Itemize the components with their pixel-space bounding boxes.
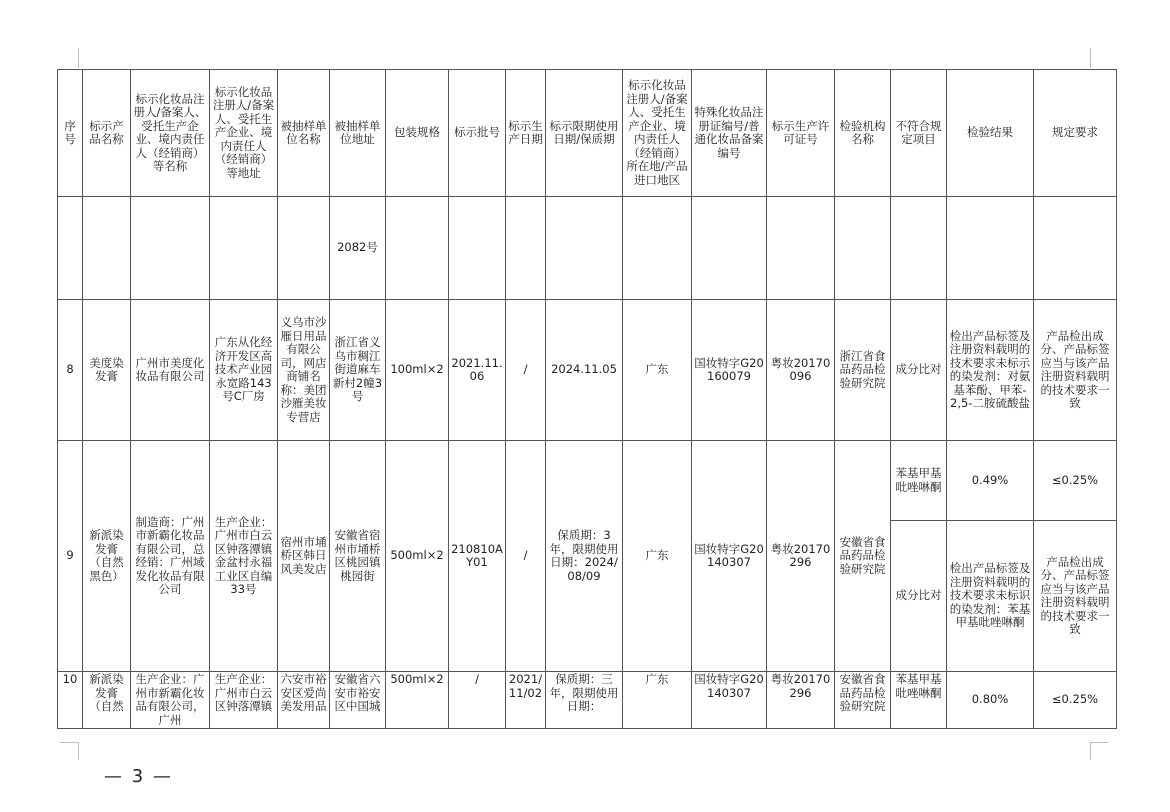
cell-product: 新派染发膏（自然	[83, 672, 131, 729]
crop-mark-bottom-right-h	[1090, 742, 1108, 743]
cell-item: 苯基甲基吡唑啉酮	[891, 441, 947, 521]
header-cell: 标示限期使用日期/保质期	[546, 70, 623, 197]
header-cell: 被抽样单位地址	[330, 70, 386, 197]
header-cell: 规定要求	[1034, 70, 1117, 197]
header-cell: 标示化妆品注册人/备案人、受托生产企业、境内责任人（经销商）所在地/产品进口地区	[623, 70, 692, 197]
crop-mark-top-left	[78, 48, 79, 68]
cell-result: 检出产品标签及注册资料载明的技术要求未标识的染发剂：苯基甲基吡唑啉酮	[947, 521, 1034, 672]
cell-expiry: 保质期：3年，限期使用日期：2024/08/09	[546, 441, 623, 672]
cell-unit-address: 安徽省宿州市埇桥区桃园镇桃园街	[330, 441, 386, 672]
table-row	[58, 300, 1117, 441]
cell-result: 0.49%	[947, 441, 1034, 521]
cell-lab: 浙江省食品药品检验研究院	[835, 300, 891, 441]
cell-spec: 100ml×2	[386, 300, 449, 441]
cell-unit: 六安市裕安区爱尚美发用品	[278, 672, 330, 729]
cell-prod-date: 2021/11/02	[506, 672, 546, 729]
cell-item: 成分比对	[891, 521, 947, 672]
cell-no: 8	[58, 300, 83, 441]
crop-mark-top-right	[1090, 48, 1091, 68]
cell-product: 美度染发膏	[83, 300, 131, 441]
table-row-continued	[58, 197, 1117, 300]
header-cell: 标示化妆品注册人/备案人、受托生产企业、境内责任人（经销商）等名称	[131, 70, 210, 197]
cell-company: 制造商：广州市新霸化妆品有限公司，总经销：广州域发化妆品有限公司	[131, 441, 210, 672]
cell-license: 粤妆20170296	[767, 441, 835, 672]
cell-unit-address: 浙江省义乌市稠江街道麻车新村2幢3号	[330, 300, 386, 441]
cell-requirement: ≤0.25%	[1034, 672, 1117, 729]
cell-company-address: 广东从化经济开发区高技术产业园永宽路143号C厂房	[210, 300, 278, 441]
cell-unit-address: 2082号	[330, 197, 386, 300]
cell-no: 9	[58, 441, 83, 672]
cell-item: 成分比对	[891, 300, 947, 441]
crop-mark-bottom-left-v	[78, 742, 79, 760]
cell-reg-no: 国妆特字G20140307	[692, 441, 767, 672]
cell-result: 检出产品标签及注册资料载明的技术要求未标示的染发剂：对氨基苯酚、甲苯-2,5-二胺硫酸盐	[947, 300, 1034, 441]
table-row	[58, 672, 1117, 729]
cell-item: 苯基甲基吡唑啉酮	[891, 672, 947, 729]
cell-lab: 安徽省食品药品检验研究院	[835, 672, 891, 729]
cell-batch: /	[449, 672, 506, 729]
cell-result: 0.80%	[947, 672, 1034, 729]
header-cell: 被抽样单位名称	[278, 70, 330, 197]
cell-company-address: 生产企业：广州市白云区钟落潭镇金盆村永福工业区自编33号	[210, 441, 278, 672]
cell-origin: 广东	[623, 672, 692, 729]
cell-batch: 2021.11.06	[449, 300, 506, 441]
header-cell: 标示生产日期	[506, 70, 546, 197]
cell-spec: 500ml×2	[386, 441, 449, 672]
header-cell: 序号	[58, 70, 83, 197]
cell-requirement: ≤0.25%	[1034, 441, 1117, 521]
cell-reg-no: 国妆特字G20140307	[692, 672, 767, 729]
table-header-row	[58, 70, 1117, 197]
cell-requirement: 产品检出成分、产品标签应当与该产品注册资料载明的技术要求一致	[1034, 300, 1117, 441]
cell-company: 广州市美度化妆品有限公司	[131, 300, 210, 441]
crop-mark-bottom-left-h	[60, 742, 78, 743]
header-cell: 检验机构名称	[835, 70, 891, 197]
header-cell: 特殊化妆品注册证编号/普通化妆品备案编号	[692, 70, 767, 197]
cell-requirement: 产品检出成分、产品标签应当与该产品注册资料载明的技术要求一致	[1034, 521, 1117, 672]
cell-prod-date: /	[506, 441, 546, 672]
cell-origin: 广东	[623, 441, 692, 672]
header-cell: 标示化妆品注册人/备案人、受托生产企业、境内责任人（经销商）等地址	[210, 70, 278, 197]
cell-unit: 义乌市沙雁日用品有限公司，网店商铺名称：美团沙雁美妆专营店	[278, 300, 330, 441]
cell-no: 10	[58, 672, 83, 729]
header-cell: 标示产品名称	[83, 70, 131, 197]
cell-batch: 210810AY01	[449, 441, 506, 672]
cell-reg-no: 国妆特字G20160079	[692, 300, 767, 441]
cell-company: 生产企业：广州市新霸化妆品有限公司，广州	[131, 672, 210, 729]
header-cell: 检验结果	[947, 70, 1034, 197]
crop-mark-bottom-right-v	[1090, 742, 1091, 760]
cell-license: 粤妆20170296	[767, 672, 835, 729]
cell-unit: 宿州市埇桥区韩日风美发店	[278, 441, 330, 672]
cell-lab: 安徽省食品药品检验研究院	[835, 441, 891, 672]
table-row	[58, 441, 1117, 521]
cell-expiry: 2024.11.05	[546, 300, 623, 441]
cell-prod-date: /	[506, 300, 546, 441]
header-cell: 不符合规定项目	[891, 70, 947, 197]
page-number: — 3 —	[104, 766, 173, 787]
header-cell: 标示批号	[449, 70, 506, 197]
cell-company-address: 生产企业：广州市白云区钟落潭镇	[210, 672, 278, 729]
header-cell: 标示生产许可证号	[767, 70, 835, 197]
cell-expiry: 保质期：三年，限期使用日期：	[546, 672, 623, 729]
cell-unit-address: 安徽省六安市裕安区中国城	[330, 672, 386, 729]
cell-spec: 500ml×2	[386, 672, 449, 729]
header-cell: 包装规格	[386, 70, 449, 197]
cell-license: 粤妆20170096	[767, 300, 835, 441]
inspection-results-table	[57, 69, 1117, 729]
cell-product: 新派染发膏（自然黑色）	[83, 441, 131, 672]
cell-origin: 广东	[623, 300, 692, 441]
